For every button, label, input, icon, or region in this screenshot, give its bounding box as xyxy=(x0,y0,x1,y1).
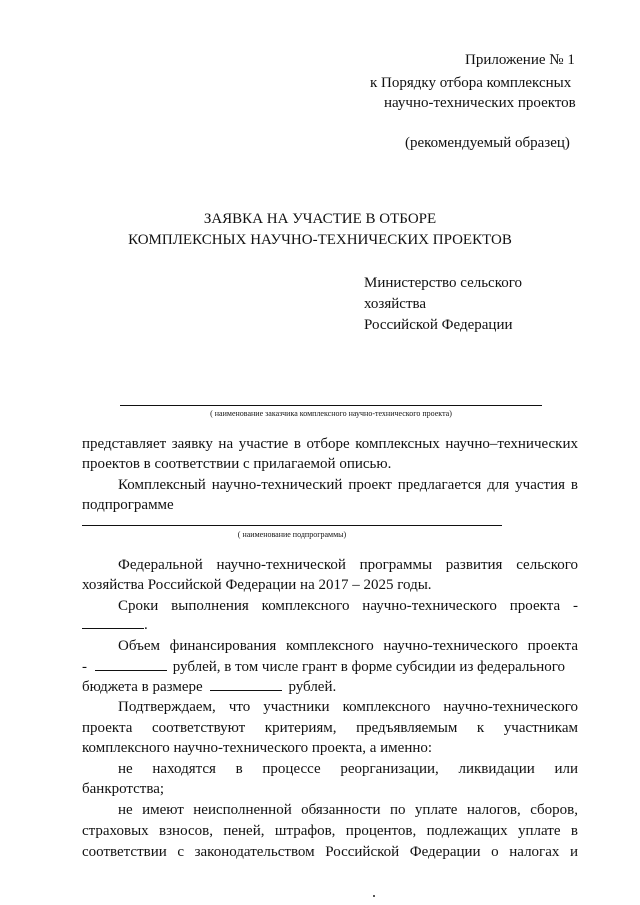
grant-blank xyxy=(210,676,282,691)
body-p5-line2 xyxy=(82,656,565,678)
body-p3-line1: Федеральной научно-технической программы развития сельского xyxy=(118,557,578,573)
body-p6-line2: проекта соответствуют критериям, предъявляемым к участникам xyxy=(82,720,578,736)
sample-note: (рекомендуемый образец) xyxy=(405,135,570,151)
order-reference-line1: к Порядку отбора комплексных xyxy=(370,75,572,91)
addressee-line3: Российской Федерации xyxy=(364,317,513,333)
body-p4-line1: Сроки выполнения комплексного научно-технического проекта - xyxy=(118,598,578,614)
body-p8-line2: страховых взносов, пеней, штрафов, процентов, подлежащих уплате в xyxy=(82,823,578,839)
addressee-line1: Министерство сельского xyxy=(364,275,523,291)
addressee-line2: хозяйства xyxy=(364,296,427,312)
body-p5-line3 xyxy=(82,676,336,698)
terms-period: . xyxy=(144,617,148,633)
body-p3-line2: хозяйства Российской Федерации на 2017 – 2025 годы. xyxy=(82,577,432,593)
terms-blank xyxy=(82,614,144,629)
body-p7-line2: банкротства; xyxy=(82,781,165,797)
body-p6-line1: Подтверждаем, что участники комплексного научно-технического xyxy=(118,699,578,715)
body-p6-line3: комплексного научно-технического проекта, а именно: xyxy=(82,740,433,756)
customer-caption: ( наименование заказчика комплексного научно-технического проекта) xyxy=(210,409,452,418)
grant-rubles: рублей. xyxy=(288,679,337,695)
body-p2-line1: Комплексный научно-технический проект предлагается для участия в xyxy=(118,477,578,493)
subprogram-caption: ( наименование подпрограммы) xyxy=(237,530,347,539)
grant-text: бюджета в размере xyxy=(82,679,203,695)
subprogram-name-line xyxy=(82,525,502,526)
appendix-number: Приложение № 1 xyxy=(465,52,575,68)
body-p8-line3: соответствии с законодательством Российской Федерации о налогах и xyxy=(82,844,578,860)
dash: - xyxy=(82,659,87,675)
document-title-line2: КОМПЛЕКСНЫХ НАУЧНО-ТЕХНИЧЕСКИХ ПРОЕКТОВ xyxy=(128,232,512,248)
document-title-line1: ЗАЯВКА НА УЧАСТИЕ В ОТБОРЕ xyxy=(203,211,437,227)
body-p2-line2: подпрограмме xyxy=(82,497,174,513)
body-p4-line2 xyxy=(82,614,148,636)
financing-text: рублей, в том числе грант в форме субсидии из федерального xyxy=(172,659,566,675)
customer-name-line xyxy=(120,405,542,406)
body-p7-line1: не находятся в процессе реорганизации, ликвидации или xyxy=(118,761,578,777)
body-p1-line2: проектов в соответствии с прилагаемой описью. xyxy=(82,456,392,472)
body-p5-line1: Объем финансирования комплексного научно-технического проекта xyxy=(118,638,578,654)
body-p8-line1: не имеют неисполненной обязанности по уплате налогов, сборов, xyxy=(118,802,578,818)
financing-blank xyxy=(95,656,167,671)
body-p1-line1: представляет заявку на участие в отборе комплексных научно–технических xyxy=(82,436,578,452)
order-reference-line2: научно-технических проектов xyxy=(384,95,576,111)
scan-speck xyxy=(373,895,375,897)
